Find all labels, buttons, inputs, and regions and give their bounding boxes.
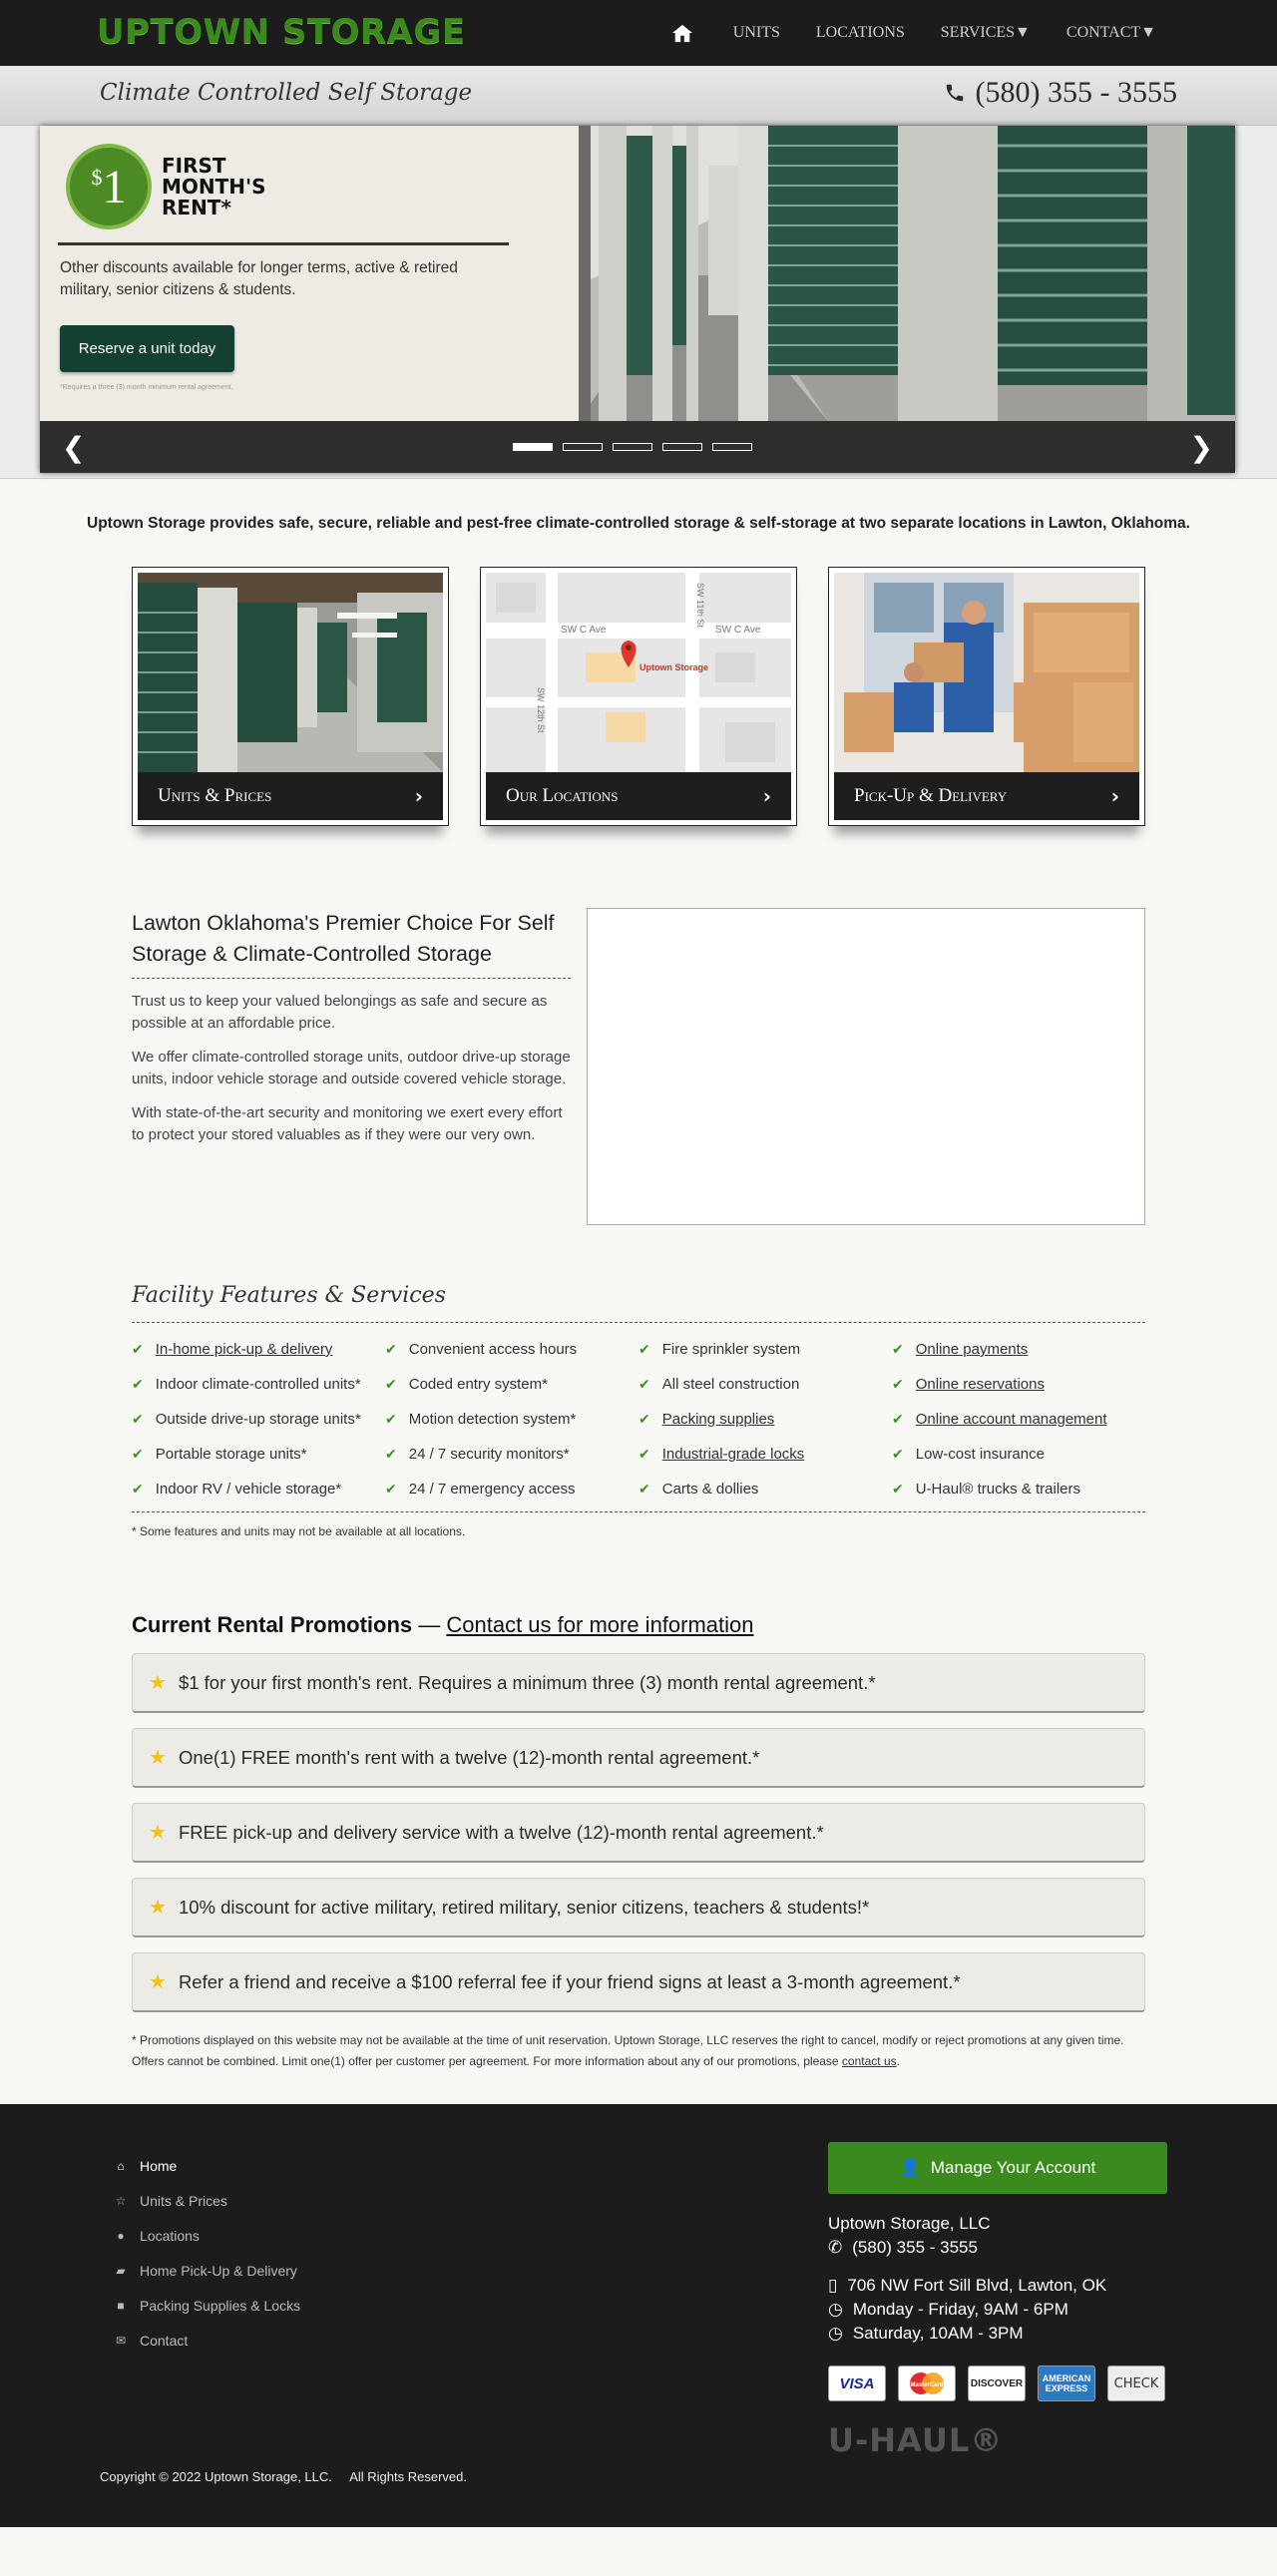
check-icon: ✔	[892, 1481, 904, 1498]
promotion-text: FREE pick-up and delivery service with a twelve (12)-month rental agreement.*	[178, 1821, 824, 1843]
disclaimer-contact-link[interactable]: contact us	[841, 2054, 897, 2068]
promotions-dash: —	[412, 1612, 447, 1637]
feature-label: Motion detection system*	[408, 1411, 577, 1428]
clock-icon: ◷	[828, 2324, 843, 2343]
promotion-text: $1 for your first month's rent. Requires a minimum three (3) month rental agreement.*	[178, 1671, 876, 1693]
check-icon: ✔	[385, 1446, 397, 1463]
main-nav	[653, 0, 1174, 66]
promotion-card	[132, 1653, 1145, 1713]
location-map	[486, 573, 791, 772]
feature-label: 24 / 7 emergency access	[408, 1481, 576, 1498]
feature-label: Low-cost insurance	[915, 1446, 1045, 1463]
promotions-contact-link[interactable]: Contact us for more information	[446, 1612, 754, 1637]
feature-label: Online account management	[915, 1411, 1107, 1428]
promotions-disclaimer	[132, 2030, 1145, 2072]
uhaul-logo: U-HAUL®	[828, 2421, 1004, 2459]
one-dollar-badge	[70, 148, 148, 225]
envelope-icon: ✉	[115, 2333, 127, 2348]
nav-locations[interactable]: LOCATIONS	[815, 24, 905, 41]
check-icon: ✔	[132, 1411, 144, 1428]
payment-methods	[828, 2365, 1165, 2401]
features-title: Facility Features & Services	[132, 1283, 1145, 1323]
about-title: Lawton Oklahoma's Premier Choice For Self Storage & Climate-Controlled Storage	[132, 908, 571, 979]
footer-phone-number: (580) 355 - 3555	[852, 2238, 978, 2257]
badge-value: 1	[102, 160, 127, 214]
hero-headline-line2: MONTH'S	[162, 175, 266, 199]
about-paragraph: With state-of-the-art security and monitoring we exert every effort to protect your stored valuables as if they were our very own.	[132, 1104, 563, 1143]
feature-item[interactable]	[132, 1341, 385, 1358]
nav-units[interactable]: UNITS	[732, 24, 780, 41]
company-name: Uptown Storage, LLC	[828, 2214, 991, 2233]
home-icon	[671, 23, 693, 43]
feature-item	[385, 1341, 638, 1358]
footer-link-contact[interactable]	[114, 2323, 300, 2358]
chevron-right-icon: ›	[1110, 784, 1119, 808]
slider-dot[interactable]	[712, 443, 752, 451]
promotion-text: Refer a friend and receive a $100 referral fee if your friend signs at least a 3-month agreement.*	[178, 1970, 961, 1992]
promotions-title: Current Rental Promotions	[132, 1612, 413, 1637]
check-icon: ✔	[892, 1446, 904, 1463]
movers-photo	[834, 573, 1139, 772]
footer-link-label: Locations	[140, 2227, 200, 2244]
feature-item	[638, 1376, 892, 1393]
feature-item[interactable]	[892, 1411, 1145, 1428]
video-embed[interactable]	[587, 908, 1145, 1225]
slider-controls	[40, 421, 1235, 473]
check-icon: ✔	[385, 1376, 397, 1393]
copyright: Copyright © 2022 Uptown Storage, LLC. All Rights Reserved.	[100, 2469, 467, 2484]
badge-currency: $	[91, 165, 103, 190]
star-icon: ★	[149, 1747, 167, 1769]
promotion-text: 10% discount for active military, retired military, senior citizens, teachers & students!*	[178, 1896, 870, 1918]
nav-home-button[interactable]	[653, 23, 715, 43]
hours-weekday-text: Monday - Friday, 9AM - 6PM	[852, 2300, 1068, 2319]
amex-text: AMERICAN EXPRESS	[1042, 2373, 1091, 2393]
hero-slider	[40, 126, 1235, 473]
check-icon: ✔	[892, 1376, 904, 1393]
promotion-card	[132, 1728, 1145, 1788]
about-paragraph: We offer climate-controlled storage units, outdoor drive-up storage units, indoor vehicle storage and outside covered vehicle storage.	[132, 1049, 571, 1087]
feature-item[interactable]	[892, 1341, 1145, 1358]
units-photo	[138, 573, 443, 772]
feature-label: Fire sprinkler system	[661, 1341, 801, 1358]
check-icon: ✔	[638, 1376, 650, 1393]
feature-item	[132, 1481, 385, 1498]
slider-prev-button[interactable]: ❮	[62, 431, 86, 464]
footer-link-label: Packing Supplies & Locks	[140, 2297, 301, 2314]
feature-label: Outside drive-up storage units*	[155, 1411, 361, 1428]
check-icon: ✔	[132, 1481, 144, 1498]
home-icon: ⌂	[117, 2158, 125, 2173]
features-section	[132, 1283, 1145, 1538]
star-icon: ★	[149, 1822, 167, 1844]
check-icon: ✔	[638, 1341, 650, 1358]
map-street-label: SW 12th St	[536, 687, 546, 733]
footer-link-pickup[interactable]	[114, 2253, 300, 2288]
box-icon: ■	[117, 2298, 125, 2313]
footer-link-units[interactable]	[114, 2183, 300, 2218]
intro-statement: Uptown Storage provides safe, secure, reliable and pest-free climate-controlled storage & self-storage at two separate locations in Lawton, Oklahoma.	[87, 515, 1190, 532]
feature-tiles	[132, 567, 1145, 826]
feature-item	[892, 1446, 1145, 1463]
feature-item	[132, 1376, 385, 1393]
top-navigation-bar	[0, 0, 1277, 66]
disclaimer-text: * Promotions displayed on this website may not be available at the time of unit reservation. Uptown Storage, LLC reserves the right to cancel, modify or reject promotions at any given time. Offers cannot be combined. Limit one(1) offer per customer per agreement. For more information about any of our promotions, please	[132, 2033, 1124, 2068]
tile-pickup-delivery[interactable]	[828, 567, 1145, 826]
site-footer	[0, 2104, 1277, 2527]
check-icon: ✔	[892, 1341, 904, 1358]
slider-dot[interactable]	[563, 443, 603, 451]
tile-caption	[138, 772, 443, 820]
feature-label: Industrial-grade locks	[661, 1446, 805, 1463]
slider-dot[interactable]	[662, 443, 702, 451]
feature-label: In-home pick-up & delivery	[155, 1341, 333, 1358]
tile-units-prices[interactable]	[132, 567, 449, 826]
check-icon: ✔	[638, 1481, 650, 1498]
slider-next-button[interactable]: ❯	[1189, 431, 1213, 464]
hero-fineprint: *Requires a three (3) month minimum rental agreement.	[60, 384, 233, 391]
feature-label: Online payments	[915, 1341, 1029, 1358]
feature-item	[132, 1446, 385, 1463]
about-paragraph: Trust us to keep your valued belongings as safe and secure as possible at an affordable price.	[132, 993, 548, 1032]
feature-item	[638, 1341, 892, 1358]
storage-hallway-photo	[579, 126, 1235, 421]
footer-link-label: Units & Prices	[140, 2192, 227, 2209]
footer-hours-saturday	[828, 2322, 1106, 2346]
mastercard-icon	[898, 2365, 956, 2401]
tile-our-locations[interactable]	[480, 567, 797, 826]
footer-link-supplies[interactable]	[114, 2288, 300, 2323]
footer-phone[interactable]	[828, 2236, 1106, 2260]
star-outline-icon: ☆	[115, 2193, 127, 2208]
tile-label: Pick-Up & Delivery	[854, 785, 1008, 806]
features-grid	[132, 1323, 1145, 1512]
feature-label: All steel construction	[661, 1376, 800, 1393]
chevron-right-icon: ›	[762, 784, 771, 808]
feature-item	[385, 1481, 638, 1498]
building-icon: ▯	[828, 2276, 838, 2295]
star-icon: ★	[149, 1897, 167, 1919]
manage-account-button[interactable]	[828, 2142, 1167, 2194]
feature-item	[385, 1376, 638, 1393]
feature-label: Packing supplies	[661, 1411, 775, 1428]
header-phone[interactable]	[944, 76, 1177, 110]
feature-label: U-Haul® trucks & trailers	[915, 1481, 1080, 1498]
hero-headline-line3: RENT*	[162, 196, 231, 219]
site-logo[interactable]: UPTOWN STORAGE	[97, 12, 466, 52]
footer-link-label: Home Pick-Up & Delivery	[140, 2262, 297, 2279]
slider-pagination	[513, 443, 752, 451]
promotion-card	[132, 1878, 1145, 1937]
hours-saturday-text: Saturday, 10AM - 3PM	[852, 2324, 1024, 2343]
disclaimer-end: .	[896, 2054, 900, 2068]
feature-item	[385, 1411, 638, 1428]
feature-item[interactable]	[638, 1411, 892, 1428]
feature-item	[638, 1481, 892, 1498]
footer-address	[828, 2274, 1106, 2298]
mastercard-logo	[905, 2369, 949, 2397]
footer-contact-info	[828, 2212, 1106, 2346]
promotion-card	[132, 1952, 1145, 2012]
check-icon: ✔	[132, 1341, 144, 1358]
check-icon: ✔	[132, 1446, 144, 1463]
tagline-bar	[0, 66, 1277, 126]
about-section	[132, 908, 1145, 1225]
check-icon: ✔	[385, 1411, 397, 1428]
phone-icon: ✆	[828, 2238, 843, 2257]
feature-item	[132, 1411, 385, 1428]
user-icon: 👤	[899, 2158, 921, 2177]
hero-divider	[58, 242, 509, 245]
star-icon: ★	[149, 1672, 167, 1694]
footer-link-home[interactable]	[114, 2148, 300, 2183]
slider-dot[interactable]	[513, 443, 553, 451]
feature-label: Portable storage units*	[155, 1446, 307, 1463]
manage-account-label: Manage Your Account	[930, 2158, 1096, 2177]
feature-label: Convenient access hours	[408, 1341, 578, 1358]
tile-label: Our Locations	[506, 785, 619, 806]
map-pin-label: Uptown Storage	[639, 662, 708, 672]
footer-address-text: 706 NW Fort Sill Blvd, Lawton, OK	[847, 2276, 1107, 2295]
hero-description: Other discounts available for longer terms, active & retired military, senior citizens & students.	[60, 259, 458, 298]
feature-label: 24 / 7 security monitors*	[408, 1446, 570, 1463]
phone-icon	[944, 82, 966, 104]
check-icon: ✔	[385, 1481, 397, 1498]
nav-services-dropdown[interactable]: SERVICES▼	[940, 24, 1031, 41]
check-icon: ✔	[385, 1341, 397, 1358]
feature-item[interactable]	[892, 1376, 1145, 1393]
promotions-heading	[132, 1612, 1145, 1638]
discover-card-icon: DISCOVER	[968, 2365, 1026, 2401]
nav-contact-dropdown[interactable]: CONTACT▼	[1065, 24, 1156, 41]
tagline: Climate Controlled Self Storage	[100, 80, 473, 106]
clock-icon: ◷	[828, 2300, 843, 2319]
visa-card-icon: VISA	[828, 2365, 886, 2401]
hero-section	[0, 126, 1277, 479]
features-footnote: * Some features and units may not be available at all locations.	[132, 1524, 466, 1538]
check-payment-icon: CHECK	[1107, 2365, 1165, 2401]
hero-headline	[162, 156, 266, 218]
promotion-text: One(1) FREE month's rent with a twelve (12)-month rental agreement.*	[178, 1746, 760, 1768]
slider-dot[interactable]	[613, 443, 652, 451]
amex-card-icon	[1038, 2365, 1095, 2401]
promotion-card	[132, 1803, 1145, 1863]
feature-label: Online reservations	[915, 1376, 1045, 1393]
star-icon: ★	[149, 1971, 167, 1993]
feature-item	[892, 1481, 1145, 1498]
map-street-label: SW 11th St	[695, 583, 705, 628]
feature-label: Indoor RV / vehicle storage*	[155, 1481, 342, 1498]
feature-item	[385, 1446, 638, 1463]
hero-headline-line1: FIRST	[162, 154, 226, 178]
check-icon: ✔	[892, 1411, 904, 1428]
truck-icon: ▰	[116, 2263, 126, 2278]
footer-link-locations[interactable]	[114, 2218, 300, 2253]
map-marker-icon: ●	[117, 2228, 125, 2243]
footer-nav	[114, 2148, 300, 2358]
check-icon: ✔	[638, 1446, 650, 1463]
footer-link-label: Contact	[140, 2332, 189, 2349]
feature-label: Indoor climate-controlled units*	[155, 1376, 361, 1393]
tile-label: Units & Prices	[158, 785, 272, 806]
feature-label: Coded entry system*	[408, 1376, 548, 1393]
tile-caption	[834, 772, 1139, 820]
footer-link-label: Home	[140, 2157, 178, 2174]
footer-hours-weekday	[828, 2298, 1106, 2322]
check-icon: ✔	[132, 1376, 144, 1393]
reserve-unit-button[interactable]: Reserve a unit today	[60, 325, 234, 372]
chevron-right-icon: ›	[414, 784, 423, 808]
feature-item[interactable]	[638, 1446, 892, 1463]
map-street-label: SW C Ave	[561, 625, 607, 636]
check-icon: ✔	[638, 1411, 650, 1428]
feature-label: Carts & dollies	[661, 1481, 759, 1498]
header-phone-number: (580) 355 - 3555	[975, 76, 1177, 109]
map-street-label: SW C Ave	[715, 625, 761, 636]
mastercard-text: MasterCard	[910, 2382, 944, 2388]
tile-caption	[486, 772, 791, 820]
promotions-section	[132, 1612, 1145, 2072]
about-text	[132, 908, 571, 1225]
